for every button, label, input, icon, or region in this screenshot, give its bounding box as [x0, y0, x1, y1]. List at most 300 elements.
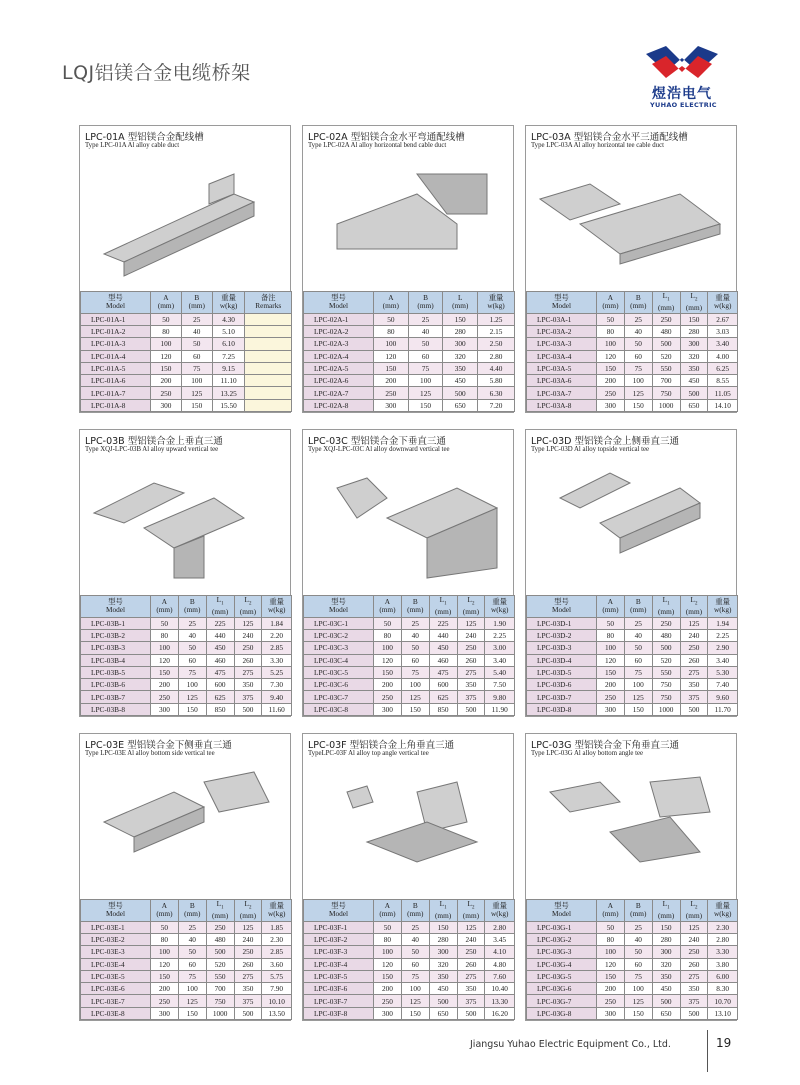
spec-table	[303, 595, 515, 716]
table-row	[304, 921, 515, 933]
panel-subtitle: Type LPC-03D Al alloy topside vertical tee	[531, 446, 650, 453]
value-cell: 500	[652, 642, 680, 654]
table-row	[81, 362, 292, 374]
value-cell: 3.30	[262, 654, 292, 666]
logo-chinese-name: 煜浩电气	[652, 86, 712, 102]
value-cell: 100	[374, 338, 409, 350]
panel-subtitle: Type LPC-03G Al alloy bottom angle tee	[531, 750, 644, 757]
value-cell: 120	[597, 654, 625, 666]
value-cell: 7.20	[478, 399, 515, 411]
model-cell: LPC-03C-1	[304, 617, 374, 629]
model-cell: LPC-03D-6	[527, 679, 597, 691]
value-cell: 250	[597, 995, 625, 1007]
model-cell: LPC-03C-5	[304, 666, 374, 678]
table-row	[527, 338, 738, 350]
table-row	[527, 313, 738, 325]
value-cell: 500	[680, 387, 708, 399]
table-row	[304, 679, 515, 691]
value-cell: 260	[234, 958, 262, 970]
column-header: A (mm)	[597, 899, 625, 921]
value-cell: 280	[652, 933, 680, 945]
column-header: B (mm)	[408, 291, 443, 313]
table-row	[527, 654, 738, 666]
value-cell: 25	[401, 921, 429, 933]
table-row	[304, 946, 515, 958]
value-cell: 80	[374, 629, 402, 641]
column-header: 型号 Model	[81, 595, 151, 617]
value-cell: 100	[151, 946, 179, 958]
value-cell: 250	[457, 642, 485, 654]
value-cell: 240	[680, 933, 708, 945]
table-row	[304, 617, 515, 629]
value-cell	[245, 338, 292, 350]
value-cell: 200	[374, 375, 409, 387]
value-cell: 25	[181, 313, 212, 325]
table-row	[304, 375, 515, 387]
column-header: 型号 Model	[304, 291, 374, 313]
value-cell: 650	[652, 1007, 680, 1019]
value-cell: 80	[151, 325, 182, 337]
panel-subtitle: TypeLPC-03F Al alloy top angle vertical tee	[308, 750, 429, 757]
value-cell: 375	[457, 691, 485, 703]
table-row	[527, 921, 738, 933]
value-cell: 5.75	[262, 970, 292, 982]
value-cell: 2.25	[485, 629, 515, 641]
table-row	[527, 362, 738, 374]
value-cell: 280	[443, 325, 478, 337]
value-cell: 125	[234, 617, 262, 629]
model-cell: LPC-01A-1	[81, 313, 151, 325]
model-cell: LPC-02A-8	[304, 399, 374, 411]
value-cell: 2.80	[485, 921, 515, 933]
value-cell: 9.80	[485, 691, 515, 703]
value-cell: 520	[652, 350, 680, 362]
value-cell: 100	[178, 983, 206, 995]
product-panel-7	[79, 733, 291, 1021]
model-cell: LPC-03D-2	[527, 629, 597, 641]
value-cell: 750	[206, 995, 234, 1007]
table-row	[81, 338, 292, 350]
value-cell: 300	[652, 946, 680, 958]
value-cell: 300	[374, 1007, 402, 1019]
value-cell: 275	[234, 970, 262, 982]
value-cell: 5.25	[262, 666, 292, 678]
value-cell: 25	[408, 313, 443, 325]
column-header: 重量 w(kg)	[262, 899, 292, 921]
value-cell: 4.00	[708, 350, 738, 362]
value-cell: 125	[408, 387, 443, 399]
value-cell: 200	[374, 983, 402, 995]
value-cell: 6.30	[478, 387, 515, 399]
value-cell: 125	[181, 387, 212, 399]
panel-title: LPC-03B 型铝镁合金上垂直三通	[85, 436, 223, 447]
value-cell: 125	[401, 691, 429, 703]
value-cell: 550	[206, 970, 234, 982]
value-cell: 125	[624, 691, 652, 703]
table-row	[527, 703, 738, 715]
value-cell: 375	[680, 995, 708, 1007]
value-cell: 2.15	[478, 325, 515, 337]
model-cell: LPC-02A-3	[304, 338, 374, 350]
model-cell: LPC-01A-7	[81, 387, 151, 399]
value-cell: 50	[374, 617, 402, 629]
table-row	[304, 642, 515, 654]
product-panel-1	[79, 125, 291, 413]
spec-table	[303, 899, 515, 1020]
value-cell: 150	[151, 666, 179, 678]
value-cell: 1.94	[708, 617, 738, 629]
value-cell: 300	[597, 399, 625, 411]
product-panel-3	[525, 125, 737, 413]
value-cell: 150	[429, 921, 457, 933]
model-cell: LPC-03D-7	[527, 691, 597, 703]
value-cell: 250	[652, 313, 680, 325]
value-cell: 4.30	[212, 313, 245, 325]
value-cell: 250	[234, 946, 262, 958]
value-cell: 150	[401, 703, 429, 715]
table-row	[527, 679, 738, 691]
value-cell: 500	[680, 1007, 708, 1019]
column-header: 型号 Model	[527, 291, 597, 313]
panel-subtitle: Type LPC-03E Al alloy bottom side vertical tee	[85, 750, 215, 757]
value-cell: 2.85	[262, 642, 292, 654]
model-cell: LPC-03A-3	[527, 338, 597, 350]
value-cell: 1000	[652, 399, 680, 411]
value-cell: 500	[652, 338, 680, 350]
value-cell: 80	[597, 933, 625, 945]
value-cell: 320	[443, 350, 478, 362]
value-cell: 500	[206, 946, 234, 958]
value-cell: 14.10	[708, 399, 738, 411]
model-cell: LPC-01A-3	[81, 338, 151, 350]
value-cell: 40	[408, 325, 443, 337]
column-header: B (mm)	[178, 595, 206, 617]
column-header: 型号 Model	[304, 595, 374, 617]
value-cell: 500	[457, 703, 485, 715]
value-cell: 480	[652, 629, 680, 641]
value-cell: 1000	[652, 703, 680, 715]
value-cell: 250	[151, 691, 179, 703]
value-cell: 16.20	[485, 1007, 515, 1019]
value-cell: 350	[443, 362, 478, 374]
table-row	[527, 958, 738, 970]
value-cell: 40	[178, 629, 206, 641]
value-cell: 120	[151, 350, 182, 362]
model-cell: LPC-03A-2	[527, 325, 597, 337]
value-cell: 600	[429, 679, 457, 691]
column-header: A (mm)	[151, 291, 182, 313]
value-cell: 50	[624, 946, 652, 958]
product-panel-9	[525, 733, 737, 1021]
value-cell: 2.20	[262, 629, 292, 641]
column-header: $L_2$ (mm)	[457, 899, 485, 921]
value-cell: 150	[597, 970, 625, 982]
panel-title: LPC-03E 型铝镁合金下侧垂直三通	[85, 740, 232, 751]
model-cell: LPC-03C-4	[304, 654, 374, 666]
table-row	[81, 350, 292, 362]
value-cell: 120	[597, 958, 625, 970]
value-cell: 300	[151, 399, 182, 411]
table-row	[81, 1007, 292, 1019]
value-cell: 450	[680, 375, 708, 387]
value-cell: 440	[206, 629, 234, 641]
value-cell: 11.60	[262, 703, 292, 715]
value-cell: 6.10	[212, 338, 245, 350]
table-row	[81, 921, 292, 933]
table-row	[527, 946, 738, 958]
model-cell: LPC-03C-2	[304, 629, 374, 641]
value-cell: 375	[680, 691, 708, 703]
column-header: $L_1$ (mm)	[652, 899, 680, 921]
table-row	[81, 995, 292, 1007]
value-cell: 100	[401, 983, 429, 995]
model-cell: LPC-03C-3	[304, 642, 374, 654]
value-cell: 750	[652, 679, 680, 691]
value-cell: 6.25	[708, 362, 738, 374]
value-cell: 60	[181, 350, 212, 362]
model-cell: LPC-03G-1	[527, 921, 597, 933]
model-cell: LPC-03C-8	[304, 703, 374, 715]
value-cell: 5.10	[212, 325, 245, 337]
value-cell	[245, 375, 292, 387]
column-header: A (mm)	[597, 291, 625, 313]
value-cell: 3.60	[262, 958, 292, 970]
value-cell: 2.30	[262, 933, 292, 945]
value-cell: 625	[429, 691, 457, 703]
model-cell: LPC-02A-4	[304, 350, 374, 362]
value-cell: 125	[401, 995, 429, 1007]
value-cell: 150	[151, 970, 179, 982]
column-header: $L_1$ (mm)	[429, 595, 457, 617]
value-cell: 15.50	[212, 399, 245, 411]
column-header: 型号 Model	[81, 291, 151, 313]
logo-english-name: YUHAO ELECTRIC	[650, 101, 717, 109]
model-cell: LPC-02A-5	[304, 362, 374, 374]
value-cell: 80	[374, 325, 409, 337]
value-cell: 2.25	[708, 629, 738, 641]
value-cell: 3.80	[708, 958, 738, 970]
value-cell: 80	[597, 325, 625, 337]
value-cell: 350	[234, 679, 262, 691]
value-cell	[245, 325, 292, 337]
table-row	[527, 629, 738, 641]
table-row	[304, 362, 515, 374]
value-cell: 75	[178, 666, 206, 678]
value-cell: 5.30	[708, 666, 738, 678]
value-cell: 2.50	[478, 338, 515, 350]
value-cell	[245, 362, 292, 374]
model-cell: LPC-03E-7	[81, 995, 151, 1007]
table-row	[527, 375, 738, 387]
column-header: L (mm)	[443, 291, 478, 313]
value-cell: 100	[624, 983, 652, 995]
model-cell: LPC-03G-5	[527, 970, 597, 982]
value-cell: 150	[178, 703, 206, 715]
model-cell: LPC-03F-5	[304, 970, 374, 982]
table-row	[304, 654, 515, 666]
top-angle-vertical-tee-icon	[307, 762, 511, 888]
value-cell: 60	[178, 654, 206, 666]
column-header: B (mm)	[624, 899, 652, 921]
model-cell: LPC-03F-8	[304, 1007, 374, 1019]
value-cell: 450	[429, 983, 457, 995]
value-cell: 250	[151, 387, 182, 399]
table-row	[527, 387, 738, 399]
value-cell: 50	[151, 313, 182, 325]
value-cell: 25	[178, 617, 206, 629]
value-cell: 150	[408, 399, 443, 411]
column-header: 重量 w(kg)	[708, 595, 738, 617]
table-row	[304, 970, 515, 982]
value-cell: 7.30	[262, 679, 292, 691]
value-cell: 150	[374, 362, 409, 374]
value-cell: 6.00	[708, 970, 738, 982]
value-cell: 50	[401, 946, 429, 958]
value-cell: 250	[374, 691, 402, 703]
value-cell: 50	[151, 617, 179, 629]
model-cell: LPC-01A-2	[81, 325, 151, 337]
value-cell: 375	[457, 995, 485, 1007]
value-cell: 25	[624, 617, 652, 629]
panel-subtitle: Type LPC-03A Al alloy horizontal tee cable duct	[531, 142, 664, 149]
value-cell: 240	[457, 933, 485, 945]
value-cell: 500	[443, 387, 478, 399]
value-cell: 75	[624, 970, 652, 982]
value-cell: 60	[624, 350, 652, 362]
value-cell: 150	[624, 399, 652, 411]
value-cell: 200	[151, 679, 179, 691]
model-cell: LPC-03G-4	[527, 958, 597, 970]
table-row	[527, 399, 738, 411]
value-cell: 850	[429, 703, 457, 715]
value-cell: 350	[429, 970, 457, 982]
value-cell: 225	[206, 617, 234, 629]
spec-table	[526, 595, 738, 716]
value-cell: 5.80	[478, 375, 515, 387]
value-cell: 100	[401, 679, 429, 691]
value-cell: 7.25	[212, 350, 245, 362]
value-cell: 120	[597, 350, 625, 362]
value-cell: 350	[457, 983, 485, 995]
downward-vertical-tee-icon	[307, 458, 511, 584]
value-cell: 150	[597, 362, 625, 374]
value-cell: 200	[151, 983, 179, 995]
model-cell: LPC-03E-5	[81, 970, 151, 982]
value-cell: 300	[443, 338, 478, 350]
column-header: B (mm)	[401, 899, 429, 921]
value-cell: 75	[624, 362, 652, 374]
model-cell: LPC-03F-3	[304, 946, 374, 958]
value-cell: 300	[597, 1007, 625, 1019]
column-header: B (mm)	[178, 899, 206, 921]
table-row	[527, 350, 738, 362]
product-panel-2	[302, 125, 514, 413]
column-header: 重量 w(kg)	[212, 291, 245, 313]
table-row	[304, 313, 515, 325]
value-cell: 320	[680, 350, 708, 362]
value-cell: 40	[624, 325, 652, 337]
value-cell: 500	[652, 995, 680, 1007]
value-cell: 300	[429, 946, 457, 958]
column-header: 备注 Remarks	[245, 291, 292, 313]
column-header: $L_2$ (mm)	[234, 899, 262, 921]
table-row	[81, 387, 292, 399]
table-row	[527, 666, 738, 678]
model-cell: LPC-03B-7	[81, 691, 151, 703]
column-header: A (mm)	[374, 899, 402, 921]
value-cell: 11.05	[708, 387, 738, 399]
column-header: $L_2$ (mm)	[680, 899, 708, 921]
value-cell: 50	[624, 642, 652, 654]
column-header: A (mm)	[151, 595, 179, 617]
value-cell: 260	[457, 654, 485, 666]
value-cell: 1000	[206, 1007, 234, 1019]
value-cell: 520	[652, 654, 680, 666]
value-cell: 240	[234, 629, 262, 641]
bottom-side-vertical-tee-icon	[84, 762, 288, 888]
table-row	[304, 350, 515, 362]
value-cell: 275	[234, 666, 262, 678]
spec-table	[80, 899, 292, 1020]
value-cell: 150	[597, 666, 625, 678]
value-cell: 350	[680, 679, 708, 691]
value-cell: 75	[401, 970, 429, 982]
value-cell: 375	[234, 995, 262, 1007]
upward-vertical-tee-icon	[84, 458, 288, 584]
value-cell: 700	[206, 983, 234, 995]
value-cell: 3.03	[708, 325, 738, 337]
panel-subtitle: Type LPC-01A Al alloy cable duct	[85, 142, 180, 149]
value-cell: 850	[206, 703, 234, 715]
column-header: A (mm)	[597, 595, 625, 617]
value-cell: 50	[151, 921, 179, 933]
value-cell: 50	[401, 642, 429, 654]
column-header: $L_2$ (mm)	[457, 595, 485, 617]
value-cell: 60	[401, 958, 429, 970]
model-cell: LPC-03A-6	[527, 375, 597, 387]
value-cell: 500	[429, 995, 457, 1007]
panel-title: LPC-01A 型铝镁合金配线槽	[85, 132, 204, 143]
column-header: $L_1$ (mm)	[652, 291, 680, 313]
value-cell: 40	[401, 629, 429, 641]
value-cell: 100	[597, 946, 625, 958]
value-cell: 50	[178, 946, 206, 958]
value-cell: 100	[374, 642, 402, 654]
value-cell: 450	[443, 375, 478, 387]
value-cell: 475	[206, 666, 234, 678]
model-cell: LPC-03A-4	[527, 350, 597, 362]
model-cell: LPC-01A-6	[81, 375, 151, 387]
value-cell: 2.85	[262, 946, 292, 958]
panel-title: LPC-03D 型铝镁合金上侧垂直三通	[531, 436, 680, 447]
model-cell: LPC-03D-5	[527, 666, 597, 678]
column-header: $L_1$ (mm)	[206, 899, 234, 921]
value-cell: 40	[624, 629, 652, 641]
value-cell: 75	[401, 666, 429, 678]
table-row	[304, 703, 515, 715]
value-cell: 125	[680, 921, 708, 933]
value-cell: 460	[429, 654, 457, 666]
value-cell: 350	[652, 970, 680, 982]
column-header: 重量 w(kg)	[708, 899, 738, 921]
value-cell: 9.40	[262, 691, 292, 703]
value-cell	[245, 350, 292, 362]
model-cell: LPC-02A-2	[304, 325, 374, 337]
value-cell: 250	[457, 946, 485, 958]
value-cell: 75	[181, 362, 212, 374]
value-cell: 120	[374, 654, 402, 666]
value-cell: 60	[401, 654, 429, 666]
